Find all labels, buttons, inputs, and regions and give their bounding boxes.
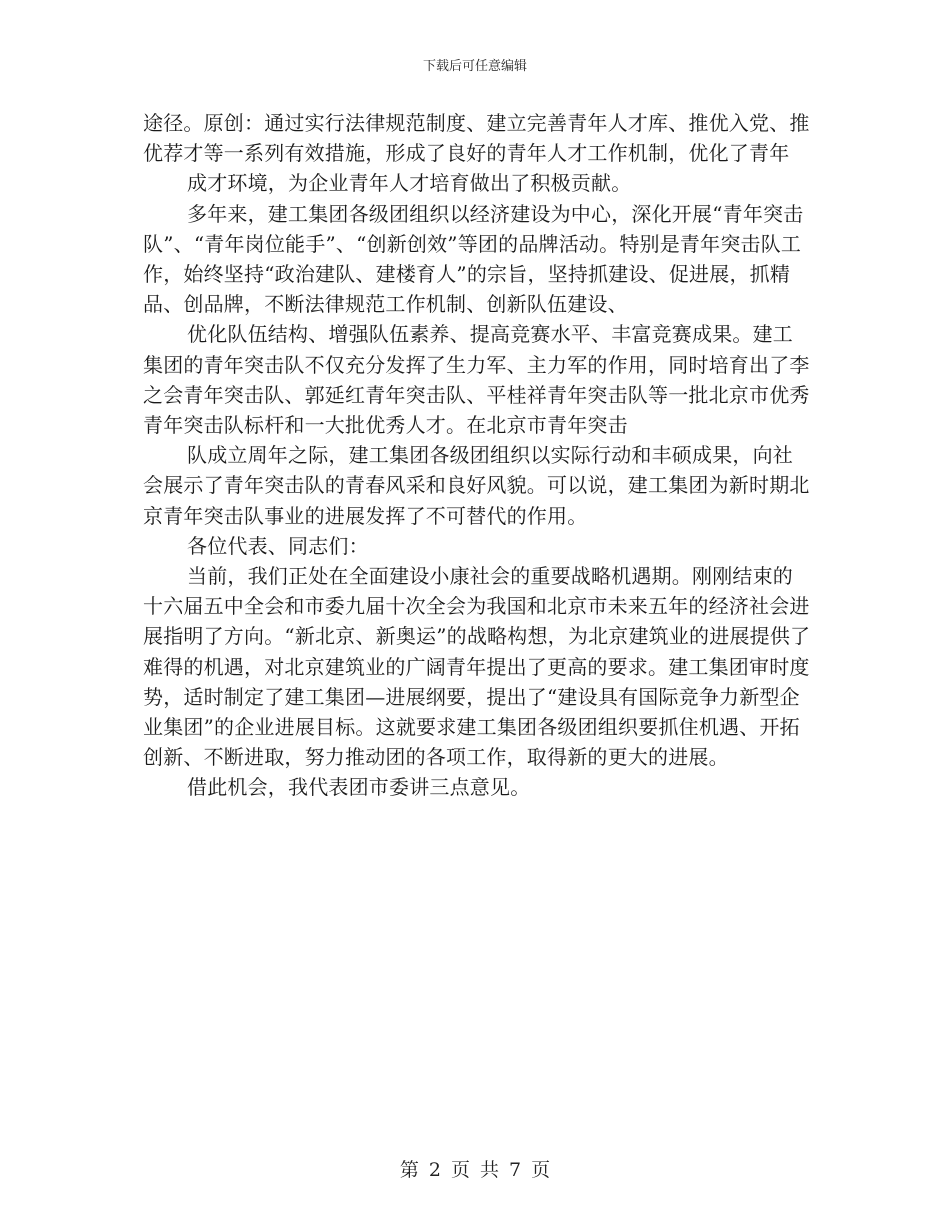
paragraph-8: 借此机会，我代表团市委讲三点意见。: [187, 775, 531, 800]
paragraph-1: 途径。原创：通过实行法律规范制度、建立完善青年人才库、推优入党、推优荐才等一系列有效措施，形成了良好的青年人才工作机制，优化了青年: [143, 111, 810, 166]
page-footer: 第 2 页 共 7 页: [399, 1159, 551, 1181]
document-body: [143, 108, 813, 803]
paragraph-6: 各位代表、同志们：: [187, 533, 369, 558]
paragraph-5: 队成立周年之际，建工集团各级团组织以实际行动和丰硕成果，向社会展示了青年突击队的青春风采和良好风貌。可以说，建工集团为新时期北京青年突击队事业的进展发挥了不可替代的作用。: [143, 443, 810, 528]
paragraph-3: 多年来，建工集团各级团组织以经济建设为中心，深化开展“青年突击队”、“青年岗位能手”、“创新创效”等团的品牌活动。特别是青年突击队工作，始终坚持“政治建队、建楼育人”的宗旨，坚持抓建设、促进展，抓精品、创品牌，不断法律规范工作机制、创新队伍建设、: [143, 201, 804, 317]
paragraph-7: 当前，我们正处在全面建设小康社会的重要战略机遇期。刚刚结束的十六届五中全会和市委九届十次全会为我国和北京市未来五年的经济社会进展指明了方向。“新北京、新奥运”的战略构想，为北京建筑业的进展提供了难得的机遇，对北京建筑业的广阔青年提出了更高的要求。建工集团审时度势，适时制定了建工集团—进展纲要，提出了“建设具有国际竞争力新型企业集团”的企业进展目标。这就要求建工集团各级团组织要抓住机遇、开拓创新、不断进取，努力推动团的各项工作，取得新的更大的进展。: [143, 564, 811, 770]
page-header: 下载后可任意编辑: [422, 59, 527, 74]
paragraph-4: 优化队伍结构、增强队伍素养、提高竞赛水平、丰富竞赛成果。建工集团的青年突击队不仅充分发挥了生力军、主力军的作用，同时培育出了李之会青年突击队、郭延红青年突击队、平桂祥青年突击队等一批北京市优秀青年突击队标杆和一大批优秀人才。在北京市青年突击: [143, 322, 810, 438]
paragraph-2: 成才环境，为企业青年人才培育做出了积极贡献。: [187, 171, 632, 196]
